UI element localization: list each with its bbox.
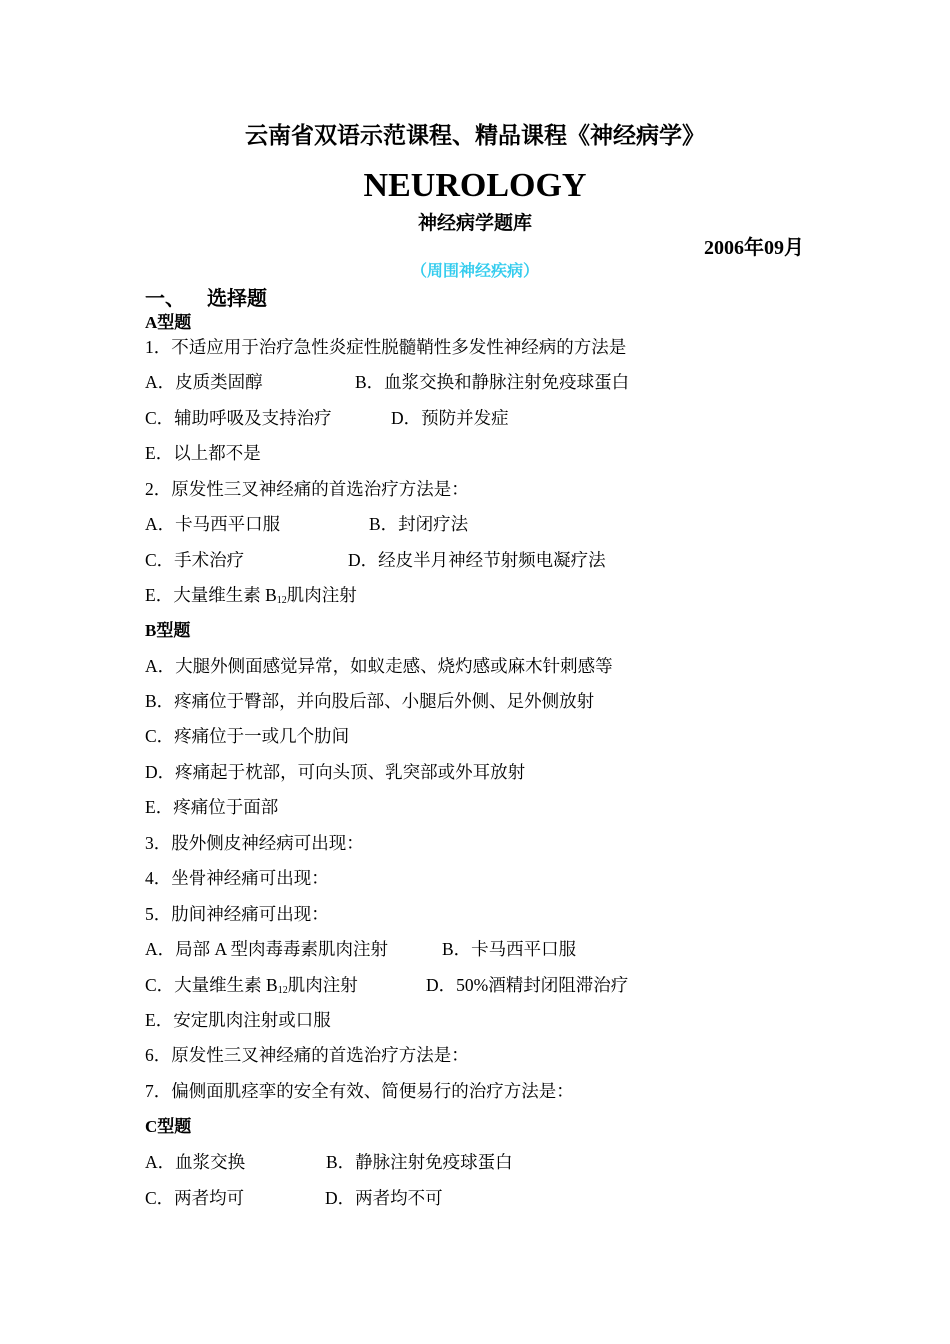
english-title: NEUROLOGY (363, 167, 587, 204)
question-4-stem: 4．坐骨神经痛可出现： (145, 868, 329, 888)
b-set1-option-e: E．疼痛位于面部 (145, 797, 279, 817)
type-b-heading: B型题 (145, 621, 191, 640)
q1-option-b: B．血浆交换和静脉注射免疫球蛋白 (355, 372, 630, 392)
q2-option-e: E．大量维生素 $B_{12}$肌肉注射 (145, 585, 357, 606)
q1-option-a: A．皮质类固醇 (145, 372, 263, 392)
question-2-options-cd (145, 547, 606, 573)
q1-option-d: D．预防并发症 (391, 408, 509, 428)
question-1-options-ab (145, 369, 630, 395)
b-set2-option-e: E．安定肌肉注射或口服 (145, 1010, 331, 1030)
question-5-stem: 5．肋间神经痛可出现： (145, 904, 329, 924)
course-title: 云南省双语示范课程、精品课程《神经病学》 (245, 123, 705, 148)
b-set2-option-a: A．局部 A 型肉毒毒素肌肉注射 (145, 939, 389, 959)
question-6-stem: 6．原发性三叉神经痛的首选治疗方法是： (145, 1045, 469, 1065)
document-date: 2006年09月 (704, 237, 804, 259)
q2-option-a: A．卡马西平口服 (145, 514, 281, 534)
question-7-stem: 7．偏侧面肌痉挛的安全有效、简便易行的治疗方法是： (145, 1081, 574, 1101)
q2-option-d: D．经皮半月神经节射频电凝疗法 (348, 550, 606, 570)
c-option-a: A．血浆交换 (145, 1152, 246, 1172)
q1-option-c: C．辅助呼吸及支持治疗 (145, 408, 332, 428)
q2-option-b: B．封闭疗法 (369, 514, 469, 534)
b-set1-option-d: D．疼痛起于枕部，可向头顶、乳突部或外耳放射 (145, 762, 526, 782)
section-number: 一、 (145, 288, 185, 310)
question-2-options-ab (145, 511, 469, 537)
q2-option-c: C．手术治疗 (145, 550, 245, 570)
b-set1-option-a: A．大腿外侧面感觉异常，如蚁走感、烧灼感或麻木针刺感等 (145, 656, 613, 676)
chapter-heading: （周围神经疾病） (410, 263, 539, 280)
b-set1-option-c: C．疼痛位于一或几个肋间 (145, 726, 350, 746)
type-c-heading: C型题 (145, 1117, 192, 1136)
b-set2-option-d: D．50%酒精封闭阻滞治疗 (426, 975, 629, 995)
c-option-d: D．两者均不可 (325, 1188, 443, 1208)
question-2-stem: 2．原发性三叉神经痛的首选治疗方法是： (145, 479, 469, 499)
type-a-heading: A型题 (145, 313, 192, 332)
c-options-ab (145, 1149, 513, 1175)
question-bank-subtitle: 神经病学题库 (417, 213, 532, 234)
c-option-b: B．静脉注射免疫球蛋白 (326, 1152, 513, 1172)
b-set2-options-ab (145, 936, 577, 962)
q1-option-e: E．以上都不是 (145, 443, 261, 463)
b-set1-option-b: B．疼痛位于臀部，并向股后部、小腿后外侧、足外侧放射 (145, 691, 595, 711)
question-3-stem: 3．股外侧皮神经病可出现： (145, 833, 364, 853)
c-option-c: C．两者均可 (145, 1188, 245, 1208)
b-set2-options-cd (145, 972, 629, 1004)
question-1-stem: 1．不适应用于治疗急性炎症性脱髓鞘性多发性神经病的方法是 (145, 337, 627, 357)
b-set2-option-c: C．大量维生素 $B_{12}$肌肉注射 (145, 975, 358, 996)
question-1-options-cd (145, 405, 509, 431)
section-title: 选择题 (207, 288, 267, 310)
c-options-cd (145, 1185, 443, 1211)
b-set2-option-b: B．卡马西平口服 (442, 939, 577, 959)
